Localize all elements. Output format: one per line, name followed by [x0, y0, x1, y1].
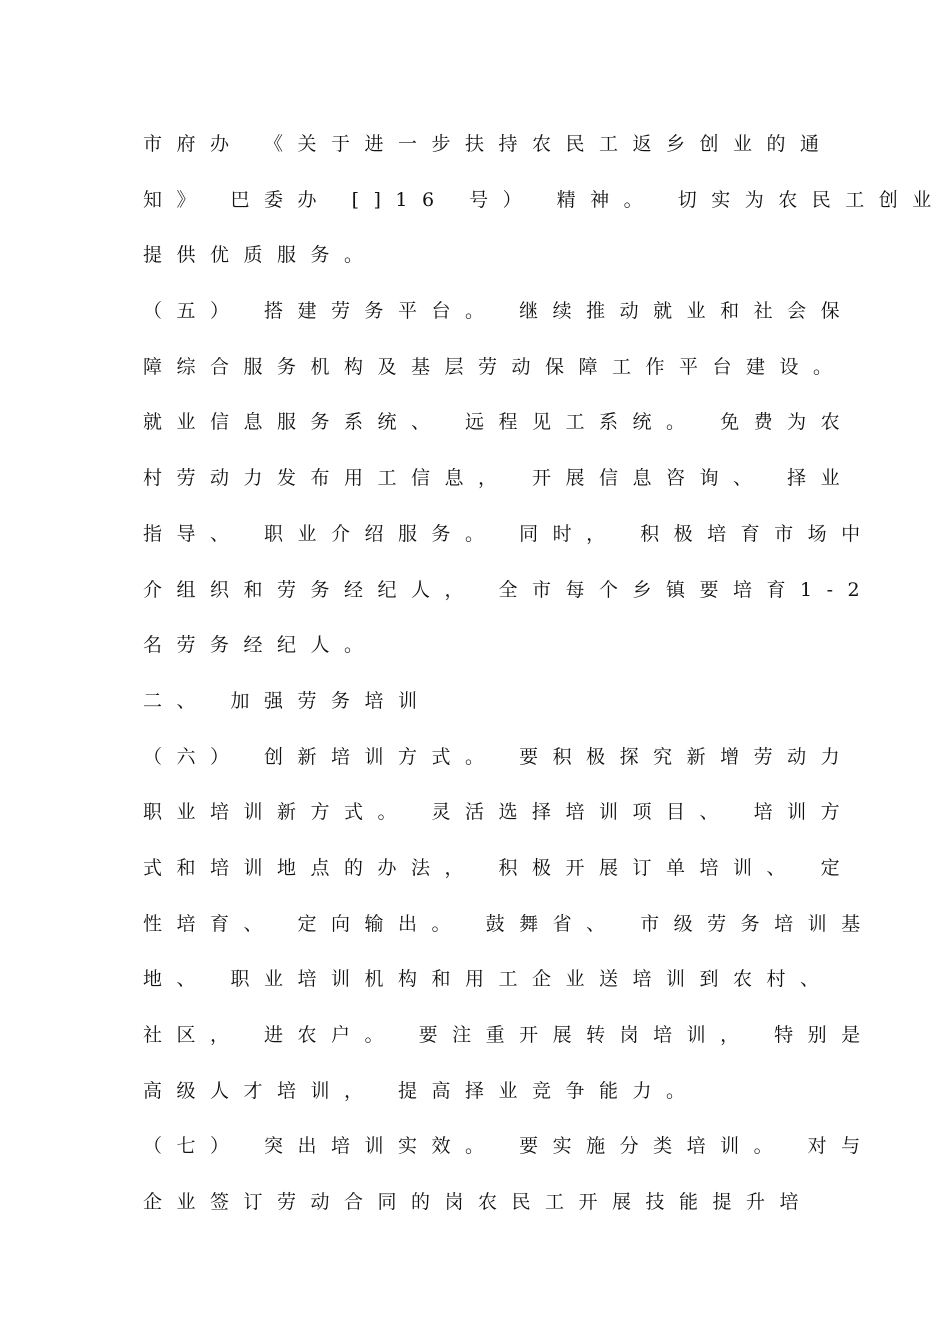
text-line: （六） 创新培训方式。 要积极探究新增劳动力 [143, 745, 855, 768]
section-heading: 二、 加强劳务培训 [143, 689, 432, 712]
text-line: （七） 突出培训实效。 要实施分类培训。 对与 [143, 1135, 875, 1158]
text-line: 企业签订劳动合同的岗农民工开展技能提升培 [143, 1191, 814, 1214]
text-line: 职业培训新方式。 灵活选择培训项目、 培训方 [143, 801, 855, 824]
text-line: 知》 巴委办 []16 号） 精神。 切实为农民工创业 [143, 188, 946, 211]
text-line: 性培育、 定向输出。 鼓舞省、 市级劳务培训基 [143, 912, 875, 935]
text-line: 就业信息服务系统、 远程见工系统。 免费为农 [143, 411, 855, 434]
text-line: 指导、 职业介绍服务。 同时， 积极培育市场中 [143, 522, 875, 545]
text-line: 介组织和劳务经纪人， 全市每个乡镇要培育1-2 [143, 578, 875, 601]
text-line: 高级人才培训， 提高择业竞争能力。 [143, 1079, 700, 1102]
text-line: 提供优质服务。 [143, 244, 378, 267]
text-line: 障综合服务机构及基层劳动保障工作平台建设。 [143, 355, 847, 378]
body-text [143, 128, 946, 1242]
text-line: 式和培训地点的办法， 积极开展订单培训、 定 [143, 856, 855, 879]
text-line: 地、 职业培训机构和用工企业送培训到农村、 [143, 968, 834, 991]
text-line: （五） 搭建劳务平台。 继续推动就业和社会保 [143, 300, 855, 323]
text-line: 村劳动力发布用工信息， 开展信息咨询、 择业 [143, 467, 855, 490]
text-line: 名劳务经纪人。 [143, 634, 378, 657]
text-line: 社区， 进农户。 要注重开展转岗培训， 特别是 [143, 1024, 875, 1046]
text-line: 市府办 《关于进一步扶持农民工返乡创业的通 [143, 133, 834, 155]
